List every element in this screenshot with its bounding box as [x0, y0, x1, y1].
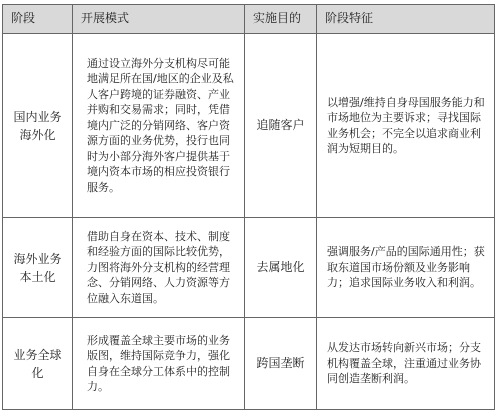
mode-text: 通过设立海外分支机构尽可能地满足所在国/地区的企业及私人客户跨境的证券融资、产业并购和交易需求；同时，凭借境内广泛的分销网络、客户资源方面的业务优势，投行也同时为小部分海外客户提供基于境内资本市场的相应投资银行服务。 [87, 56, 234, 194]
mode-cell [73, 34, 245, 218]
internationalization-stage-table [2, 4, 495, 410]
table-row [3, 34, 495, 218]
feature-cell [317, 218, 495, 318]
purpose-cell: 追随客户 [245, 34, 317, 218]
table-row [3, 318, 495, 410]
stage-cell: 海外业务本土化 [3, 218, 73, 318]
header-purpose: 实施目的 [245, 5, 317, 34]
stage-table-container [2, 4, 494, 404]
feature-cell [317, 318, 495, 410]
mode-text: 借助自身在资本、技术、制度和经验方面的国际比较优势，力图将海外分支机构的经营理念、分销网络、人力资源等方位融入东道国。 [87, 229, 230, 305]
feature-text: 以增强/维持自身母国服务能力和市场地位为主要诉求；寻找国际业务机会；不完全以追求商业利润为短期目的。 [327, 95, 485, 155]
table-header-row [3, 5, 495, 34]
purpose-cell: 跨国垄断 [245, 318, 317, 410]
feature-cell [317, 34, 495, 218]
feature-text: 强调服务/产品的国际通用性；获取东道国市场份额及业务影响力；追求国际业务收入和利润。 [327, 245, 485, 290]
feature-text: 从发达市场转向新兴市场；分支机构覆盖全球，注重通过业务协同创造垄断利润。 [327, 341, 481, 386]
header-feature: 阶段特征 [317, 5, 495, 34]
stage-cell: 业务全球化 [3, 318, 73, 410]
header-stage: 阶段 [3, 5, 73, 34]
table-row [3, 218, 495, 318]
mode-cell [73, 218, 245, 318]
header-mode: 开展模式 [73, 5, 245, 34]
stage-cell: 国内业务海外化 [3, 34, 73, 218]
purpose-cell: 去属地化 [245, 218, 317, 318]
mode-cell [73, 318, 245, 410]
mode-text: 形成覆盖全球主要市场的业务版图，维持国际竞争力，强化自身在全球分工体系中的控制力。 [87, 333, 230, 393]
